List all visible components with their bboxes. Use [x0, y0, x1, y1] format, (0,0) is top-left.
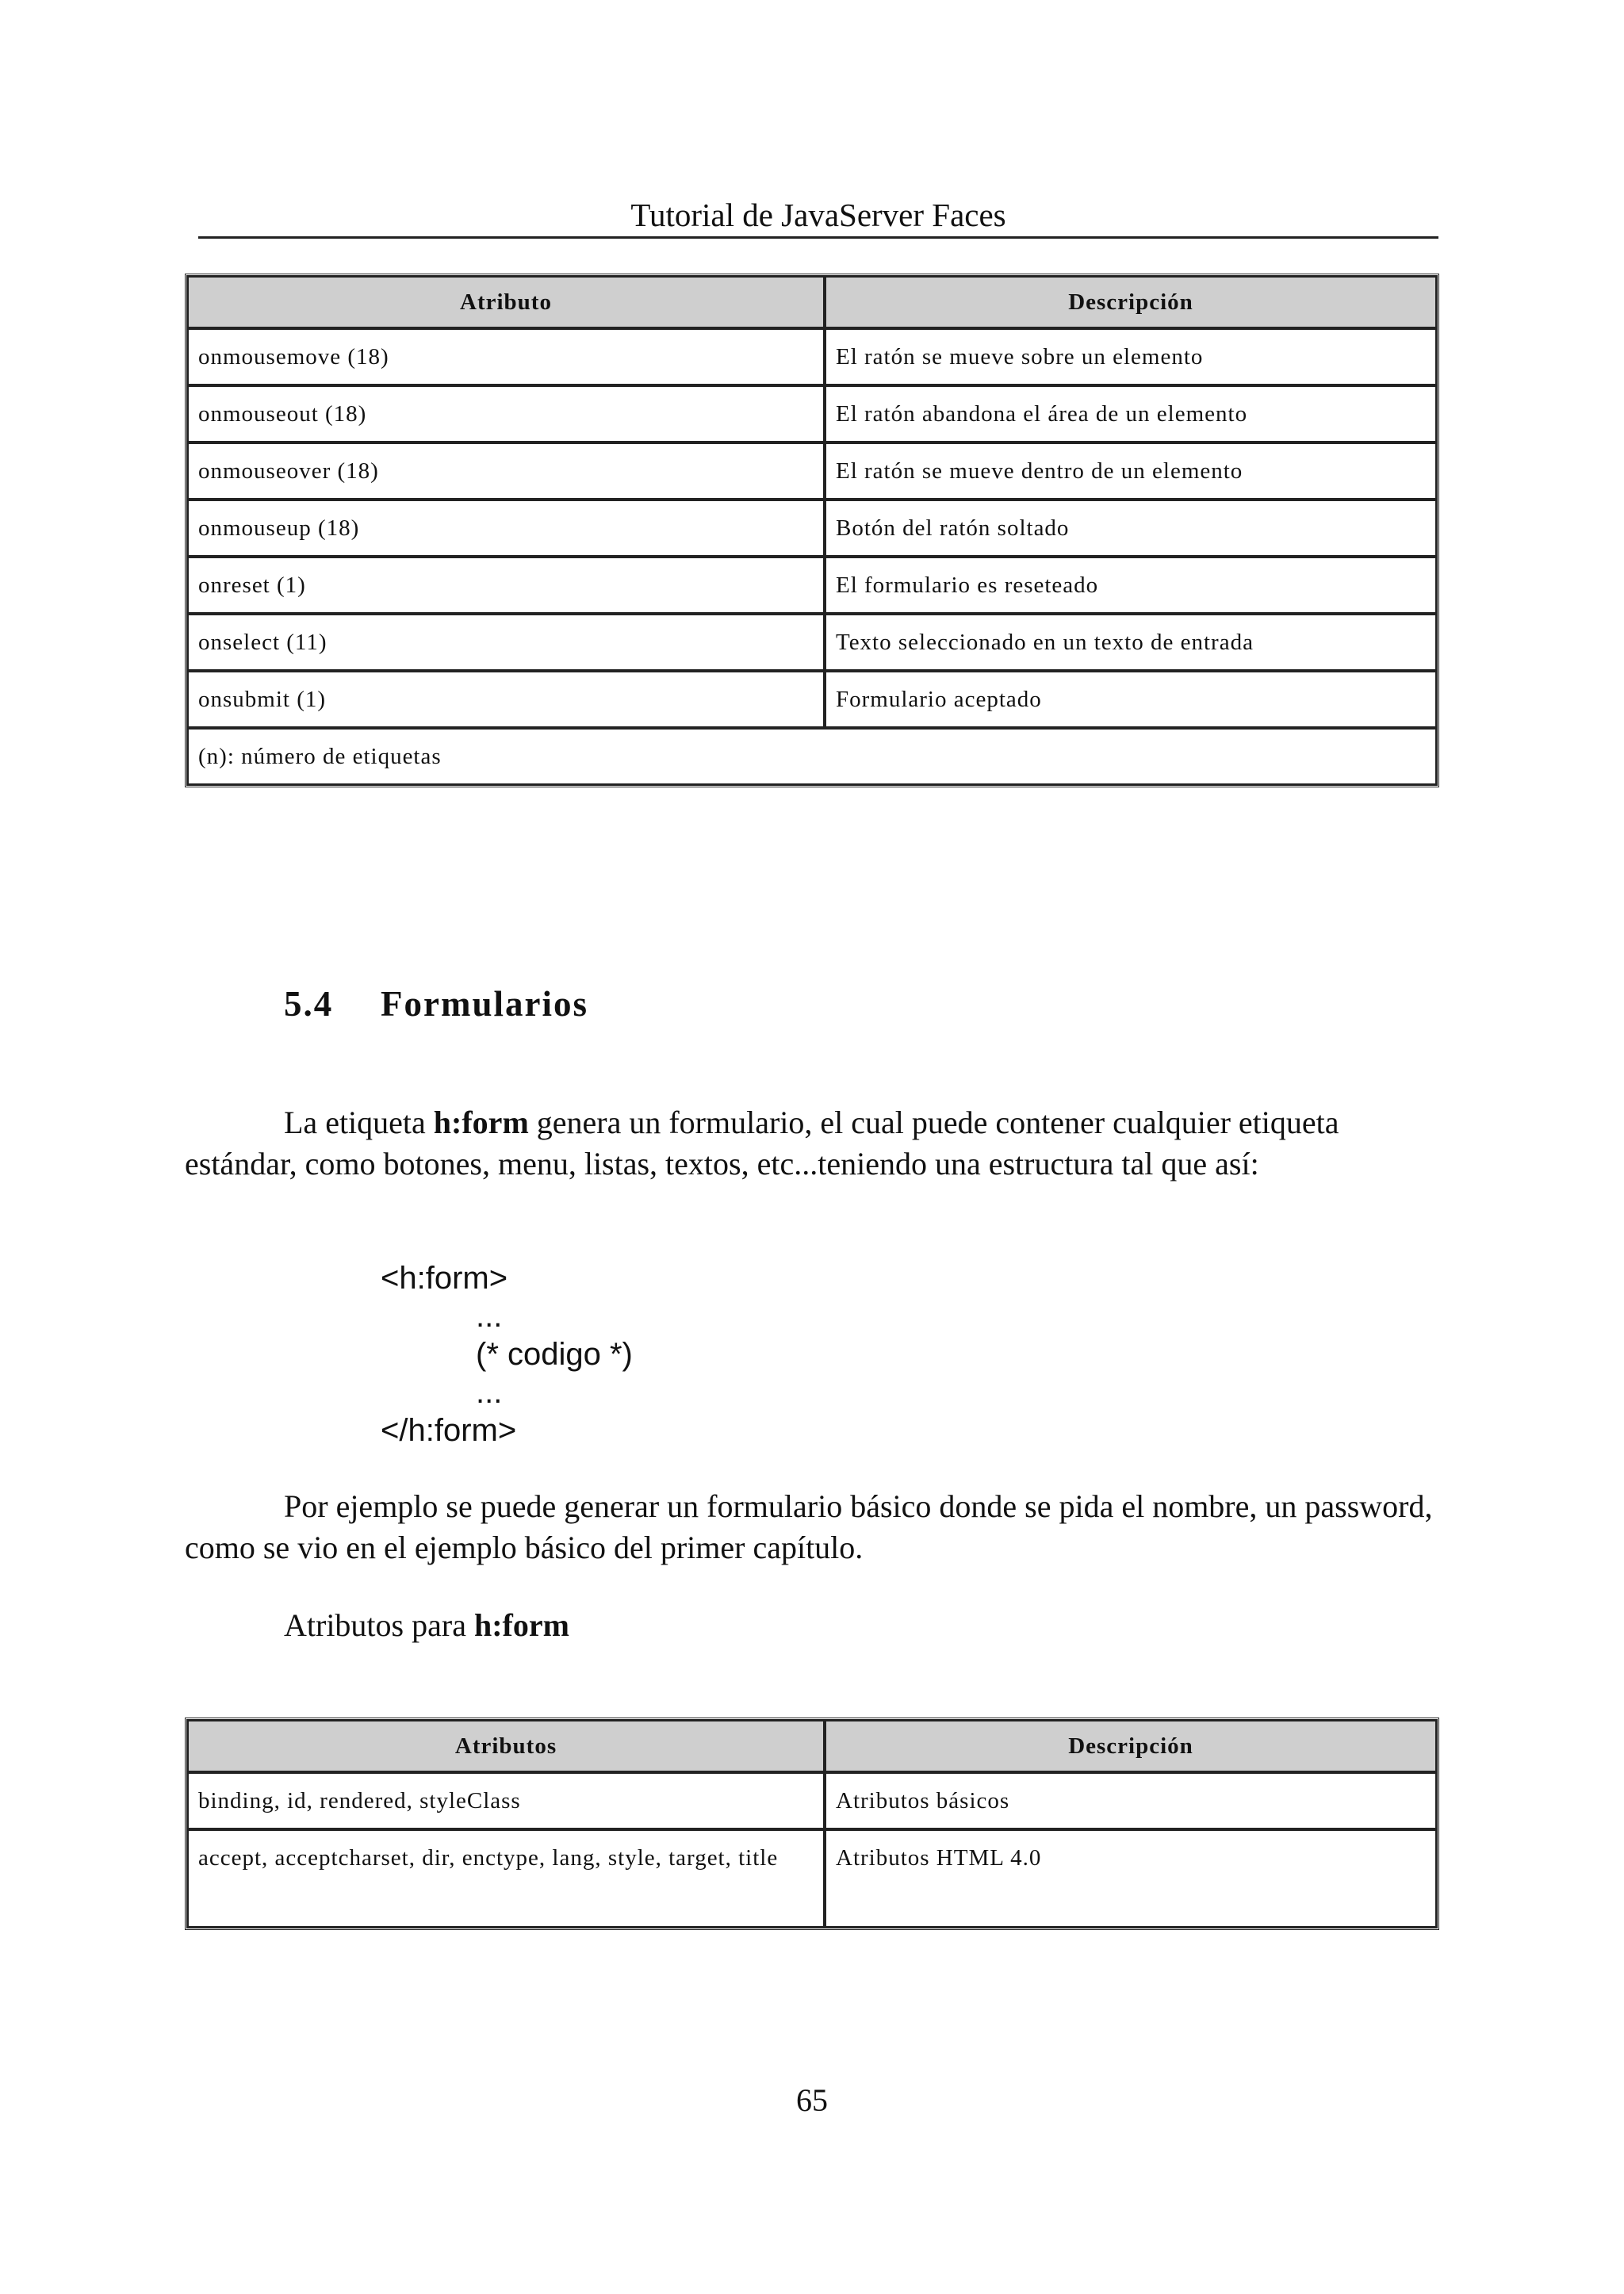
attribute-cell: onmouseout (18)	[187, 385, 825, 442]
section-heading	[284, 983, 588, 1024]
attribute-cell: onselect (11)	[187, 614, 825, 671]
attribute-cell: onmouseup (18)	[187, 500, 825, 557]
tag-name: h:form	[473, 1607, 569, 1643]
description-cell: El ratón abandona el área de un elemento	[825, 385, 1437, 442]
table-row	[187, 385, 1437, 442]
table-row	[187, 500, 1437, 557]
page-header: Tutorial de JavaServer Faces	[198, 195, 1438, 239]
code-block	[381, 1259, 633, 1450]
column-header: Descripción	[825, 276, 1437, 328]
intro-paragraph	[185, 1102, 1438, 1185]
paragraph-text: Por ejemplo se puede generar un formulario básico donde se pida el nombre, un password, como se vio en el ejemplo básico del primer capítulo.	[185, 1488, 1433, 1565]
paragraph-text: La etiqueta	[284, 1105, 434, 1140]
code-line: ...	[476, 1299, 503, 1334]
attribute-cell: onsubmit (1)	[187, 671, 825, 728]
description-cell: Atributos HTML 4.0	[825, 1829, 1437, 1928]
table-header-row	[187, 1720, 1437, 1772]
section-title: Formularios	[381, 984, 588, 1024]
attribute-cell: onreset (1)	[187, 557, 825, 614]
description-cell: Atributos básicos	[825, 1772, 1437, 1829]
table-row	[187, 614, 1437, 671]
table-row	[187, 328, 1437, 385]
table-row	[187, 671, 1437, 728]
description-cell: El ratón se mueve dentro de un elemento	[825, 442, 1437, 500]
attribute-cell: accept, acceptcharset, dir, enctype, lang, style, target, title	[187, 1829, 825, 1928]
table-footnote-row	[187, 728, 1437, 785]
attribute-cell: onmouseover (18)	[187, 442, 825, 500]
section-number: 5.4	[284, 984, 334, 1024]
column-header: Atributo	[187, 276, 825, 328]
description-cell: Formulario aceptado	[825, 671, 1437, 728]
example-paragraph	[185, 1486, 1438, 1568]
events-attribute-table	[185, 274, 1439, 787]
attribute-cell: onmousemove (18)	[187, 328, 825, 385]
description-cell: Botón del ratón soltado	[825, 500, 1437, 557]
description-cell: Texto seleccionado en un texto de entrada	[825, 614, 1437, 671]
tag-name: h:form	[433, 1105, 529, 1140]
table-row	[187, 557, 1437, 614]
description-cell: El ratón se mueve sobre un elemento	[825, 328, 1437, 385]
form-attribute-table	[185, 1718, 1439, 1930]
code-line: ...	[476, 1375, 503, 1410]
column-header: Descripción	[825, 1720, 1437, 1772]
caption-text: Atributos para	[284, 1607, 474, 1643]
code-line: (* codigo *)	[476, 1337, 633, 1372]
table-row	[187, 442, 1437, 500]
paragraph-text: genera un formulario, el cual puede contener cualquier etiqueta estándar, como botones, menu, listas, textos, etc...teniendo una estructura tal que así:	[185, 1105, 1339, 1181]
attributes-caption	[185, 1605, 1438, 1646]
table-footnote: (n): número de etiquetas	[187, 728, 1437, 785]
attribute-cell: binding, id, rendered, styleClass	[187, 1772, 825, 1829]
table-row	[187, 1829, 1437, 1928]
description-cell: El formulario es reseteado	[825, 557, 1437, 614]
table-row	[187, 1772, 1437, 1829]
table-header-row	[187, 276, 1437, 328]
code-line: </h:form>	[381, 1413, 517, 1448]
page-number: 65	[796, 2082, 828, 2118]
code-line: <h:form>	[381, 1261, 508, 1296]
column-header: Atributos	[187, 1720, 825, 1772]
